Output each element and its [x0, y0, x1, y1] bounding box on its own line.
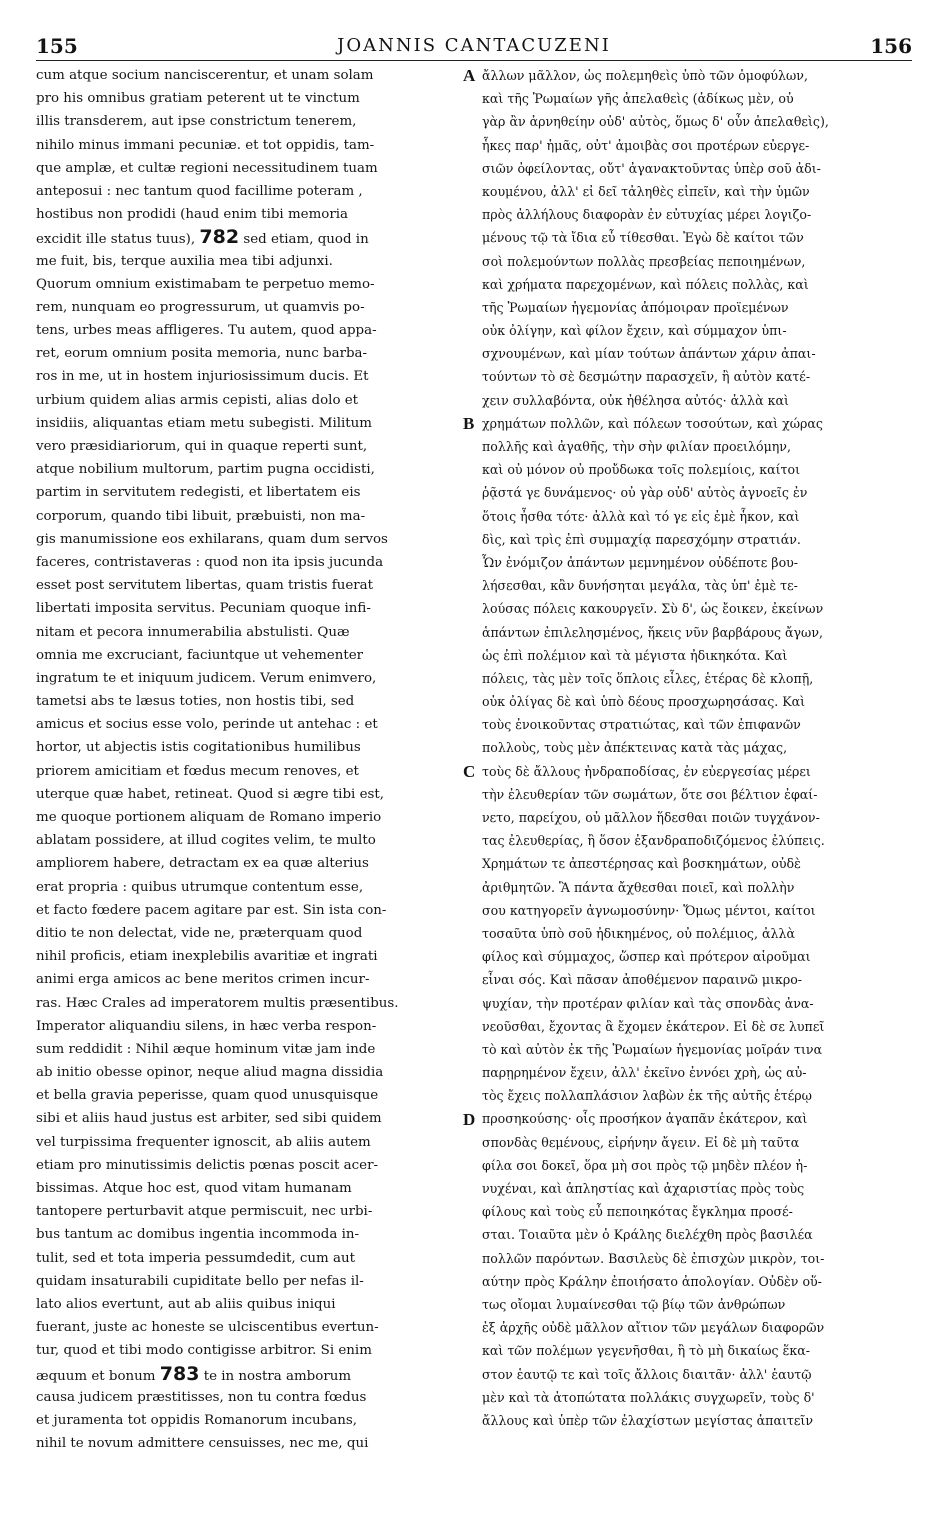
latin-line: ingratum te et iniquum judicem. Verum enimvero,: [36, 670, 377, 686]
latin-line: ros in me, ut in hostem injuriosissimum ducis. Et: [36, 369, 369, 385]
greek-line: ψυχίαν, τὴν προτέραν φιλίαν καὶ τὰς σπονδὰς ἀνα-: [482, 995, 814, 1011]
greek-line: τῆς Ῥωμαίων ἡγεμονίας ἀπόμοιραν προϊεμένων: [482, 299, 789, 315]
greek-line: ἄλλους καὶ ὑπὲρ τῶν ἐλαχίστων μεγίστας ἀπαιτεῖν: [482, 1412, 813, 1428]
greek-line: σπονδὰς θεμένους, εἰρήνην ἄγειν. Εἰ δὲ μὴ ταῦτα: [482, 1134, 800, 1150]
greek-line: τοὺς ἐνοικοῦντας στρατιώτας, καὶ τῶν ἐπιφανῶν: [482, 717, 801, 733]
latin-line: [36, 1363, 470, 1386]
greek-line: τὸ καὶ αὐτὸν ἐκ τῆς Ῥωμαίων ἡγεμονίας μοῖράν τινα: [482, 1041, 823, 1057]
greek-line: ῥᾷστά γε δυνάμενος· οὐ γὰρ οὐδ' αὐτὸς ἀγνοεῖς ἐν: [482, 485, 808, 501]
latin-line: nihil proficis, etiam inexplebilis avaritiæ et ingrati: [36, 949, 378, 965]
latin-line-text: te in nostra amborum: [199, 1368, 352, 1384]
greek-line: Ὧν ἐνόμιζον ἁπάντων μεμνημένον οὐδέποτε βου-: [482, 554, 799, 570]
latin-line: urbium quidem alias armis cepisti, alias dolo et: [36, 392, 359, 408]
latin-line-text: sed etiam, quod in: [239, 232, 369, 248]
latin-line: tantopere perturbavit atque permiscuit, nec urbi-: [36, 1204, 373, 1220]
greek-line: εἶναι σός. Καὶ πᾶσαν ἀποθέμενον παραινῶ μικρο-: [482, 972, 803, 988]
latin-line: nihilo minus immani pecuniæ. et tot oppidis, tam-: [36, 137, 375, 153]
latin-line: fuerant, juste ac honeste se ulciscentibus evertun-: [36, 1320, 379, 1336]
latin-line: erat propria : quibus utrumque contentum esse,: [36, 879, 364, 895]
latin-line: Quorum omnium existimabam te perpetuo memo-: [36, 276, 375, 292]
latin-line: ret, eorum omnium posita memoria, nunc barba-: [36, 346, 368, 362]
left-page-number: 155: [36, 34, 78, 58]
greek-line: σιῶν ὀφείλοντας, οὔτ' ἀγανακτοῦντας ὑπὲρ σοῦ ἀδι-: [482, 160, 821, 176]
latin-line: animi erga amicos ac bene meritos crimen incur-: [36, 972, 370, 988]
greek-line: τας ἐλευθερίας, ἢ ὅσον ἐξανδραποδιζόμενος ἐλύπεις.: [482, 833, 825, 849]
greek-line: νετο, παρείχου, οὐ μᾶλλον ἥδεσθαι ποιῶν τυγχάνον-: [482, 810, 820, 825]
latin-line: insidiis, aliquantas etiam metu subegisti. Militum: [36, 415, 372, 431]
latin-line: pro his omnibus gratiam peterent ut te vinctum: [36, 91, 360, 107]
greek-line: οὐκ ὀλίγην, καὶ φίλον ἔχειν, καὶ σύμμαχον ὑπι-: [482, 323, 787, 339]
greek-line: καὶ οὐ μόνον οὐ προὔδωκα τοῖς πολεμίοις, καίτοι: [482, 462, 801, 478]
latin-line: cum atque socium nanciscerentur, et unam solam: [36, 68, 374, 83]
latin-line: partim in servitutem redegisti, et libertatem eis: [36, 485, 361, 501]
greek-line: τως οἴομαι λυμαίνεσθαι τῷ βίῳ τῶν ἀνθρώπων: [482, 1296, 786, 1312]
latin-line: nihil te novum admittere censuisses, nec me, qui: [36, 1436, 369, 1452]
latin-line: priorem amicitiam et fœdus mecum renoves, et: [36, 763, 359, 779]
latin-line: esset post servitutem libertas, quam tristis fuerat: [36, 578, 374, 594]
greek-line: λούσας πόλεις κακουργεῖν. Σὺ δ', ὡς ἔοικεν, ἐκείνων: [482, 601, 824, 617]
greek-line: σχνουμένων, καὶ μίαν τούτων ἁπάντων χάριν ἀπαι-: [482, 346, 816, 362]
greek-line: αύτην πρὸς Κράλην ἐποιήσατο ἀπολογίαν. Οὐδὲν οὕ-: [482, 1273, 822, 1289]
latin-line: etiam pro minutissimis delictis pœnas poscit acer-: [36, 1157, 379, 1173]
right-page-number: 156: [870, 34, 912, 58]
latin-line: causa judicem præstitisses, non tu contra fœdus: [36, 1389, 367, 1405]
latin-line: ras. Hæc Crales ad imperatorem multis præsentibus.: [36, 995, 399, 1011]
latin-line: que amplæ, et cultæ regioni necessitudinem tuam: [36, 160, 378, 176]
greek-line: κουμένου, ἀλλ' εἰ δεῖ τἀληθὲς εἰπεῖν, καὶ τὴν ὑμῶν: [482, 183, 810, 199]
latin-line: omnia me excruciant, faciuntque ut vehementer: [36, 647, 364, 663]
latin-line: tametsi abs te læsus toties, non hostis tibi, sed: [36, 694, 355, 710]
latin-line: sum reddidit : Nihil æque hominum vitæ jam inde: [36, 1041, 376, 1057]
column-reference-number: 782: [199, 226, 240, 249]
greek-line: ἧκες παρ' ἡμᾶς, οὐτ' ἀμοιβὰς σοι προτέρων εὐεργε-: [482, 137, 810, 153]
greek-line: νυχέναι, καὶ ἀπληστίας καὶ ἀχαριστίας πρὸς τοὺς: [482, 1181, 805, 1196]
latin-line: hortor, ut abjectis istis cogitationibus humilibus: [36, 740, 361, 756]
latin-line: vel turpissima frequenter ignoscit, ab aliis autem: [36, 1134, 371, 1150]
latin-line: Imperator aliquandiu silens, in hæc verba respon-: [36, 1018, 377, 1034]
margin-letter-c: C: [463, 762, 476, 781]
running-title: JOANNIS CANTACUZENI: [337, 35, 611, 56]
greek-line: λήσεσθαι, κἂν δυνήσηται μεγάλα, τὰς ὑπ' ἐμὲ τε-: [482, 578, 798, 594]
greek-line: καὶ χρήματα παρεχομένων, καὶ πόλεις πολλὰς, καὶ: [482, 276, 809, 292]
latin-line: bissimas. Atque hoc est, quod vitam humanam: [36, 1181, 352, 1196]
latin-line: atque nobilium multorum, partim pugna occidisti,: [36, 462, 375, 478]
greek-line: σται. Τοιαῦτα μὲν ὁ Κράλης διελέχθη πρὸς βασιλέα: [482, 1227, 813, 1243]
latin-line: ampliorem habere, detractam ex ea quæ alterius: [36, 856, 369, 872]
latin-line: sibi et aliis haud justus est arbiter, sed sibi quidem: [36, 1111, 382, 1127]
latin-line: gis manumissione eos exhilarans, quam dum servos: [36, 531, 388, 547]
greek-line: καὶ τῶν πολέμων γεγενῆσθαι, ἢ τὸ μὴ δικαίως ἕκα-: [482, 1343, 811, 1359]
latin-line: hostibus non prodidi (haud enim tibi memoria: [36, 207, 349, 223]
greek-line: τὸς ἔχεις πολλαπλάσιον λαβὼν ἐκ τῆς αὐτῆς ἑτέρῳ: [482, 1088, 812, 1104]
greek-line: τὴν ἐλευθερίαν τῶν σωμάτων, ὅτε σοι βέλτιον ἐφαί-: [482, 786, 818, 802]
greek-line: φίλος καὶ σύμμαχος, ὥσπερ καὶ πρότερον αἱροῦμαι: [482, 949, 811, 965]
greek-line: χρημάτων πολλῶν, καὶ πόλεων τοσούτων, καὶ χώρας: [482, 415, 823, 431]
latin-line: illis transderem, aut ipse constrictum tenerem,: [36, 114, 357, 130]
greek-line: σου κατηγορεῖν ἀγνωμοσύνην· Ὅμως μέντοι, καίτοι: [482, 902, 816, 918]
greek-line: Χρημάτων τε ἀπεστέρησας καὶ βοσκημάτων, οὐδὲ: [482, 856, 801, 872]
latin-line: ditio te non delectat, vide ne, præterquam quod: [36, 925, 363, 941]
greek-line: πρὸς ἀλλήλους διαφορὰν ἐν εὐτυχίας μέρει λογιζο-: [482, 207, 812, 223]
greek-line: τοσαῦτα ὑπὸ σοῦ ἠδικημένος, οὐ πολέμιος, ἀλλὰ: [482, 925, 795, 941]
greek-line: γὰρ ἂν ἀρνηθείην οὐδ' αὐτὸς, ὅμως δ' οὖν ἀπελαθεὶς),: [482, 114, 829, 130]
latin-line: lato alios evertunt, aut ab aliis quibus iniqui: [36, 1296, 336, 1312]
latin-line: quidam insaturabili cupiditate bello per nefas il-: [36, 1273, 364, 1289]
latin-line-text: æquum et bonum: [36, 1368, 160, 1384]
margin-letter-b: B: [463, 414, 475, 433]
latin-line: me quoque portionem aliquam de Romano imperio: [36, 810, 382, 825]
greek-line: φίλα σοι δοκεῖ, ὅρα μὴ σοι πρὸς τῷ μηδὲν πλέον ἠ-: [482, 1157, 808, 1173]
latin-line: et bella gravia peperisse, quam quod unusquisque: [36, 1088, 379, 1104]
greek-line: μένους τῷ τὰ ἴδια εὖ τίθεσθαι. Ἐγὼ δὲ καίτοι τῶν: [482, 230, 804, 246]
greek-line: στον ἑαυτῷ τε καὶ τοῖς ἄλλοις διαιτᾶν· ἀλλ' ἑαυτῷ: [482, 1366, 812, 1382]
greek-line: πολλῶν παρόντων. Βασιλεὺς δὲ ἐπισχὼν μικρὸν, τοι-: [482, 1250, 825, 1266]
greek-column: [482, 64, 912, 1432]
latin-line-text: excidit ille status tuus),: [36, 232, 200, 248]
greek-line: νεοῦσθαι, ἔχοντας ἃ ἔχομεν ἑκάτερον. Εἰ δὲ σε λυπεῖ: [482, 1018, 825, 1034]
greek-line: πολλοὺς, τοὺς μὲν ἀπέκτεινας κατὰ τὰς μάχας,: [482, 740, 788, 756]
latin-line: ablatam possidere, at illud cogites velim, te multo: [36, 833, 376, 849]
latin-line: libertati imposita servitus. Pecuniam quoque infi-: [36, 601, 371, 617]
latin-line: vero præsidiariorum, qui in quaque reperti sunt,: [36, 439, 368, 454]
greek-line: μὲν καὶ τὰ ἀτοπώτατα πολλάκις συγχωρεῖν, τοὺς δ': [482, 1389, 815, 1405]
column-reference-number: 783: [159, 1362, 200, 1385]
latin-line: bus tantum ac domibus ingentia incommoda in-: [36, 1227, 360, 1243]
latin-line: corporum, quando tibi libuit, præbuisti, non ma-: [36, 508, 366, 524]
latin-line: faceres, contristaveras : quod non ita ipsis jucunda: [36, 554, 384, 570]
margin-letter-a: A: [463, 66, 476, 85]
latin-line: rem, nunquam eo progressurum, ut quamvis po-: [36, 299, 365, 315]
latin-line: [36, 226, 470, 249]
greek-line: τοὺς δὲ ἄλλους ἠνδραποδίσας, ἐν εὐεργεσίας μέρει: [482, 763, 811, 779]
margin-letter-d: D: [463, 1110, 476, 1129]
latin-line: anteposui : nec tantum quod facillime poteram ,: [36, 183, 363, 199]
greek-line: χειν συλλαβόντα, οὐκ ἠθέλησα αὐτός· ἀλλὰ καὶ: [482, 392, 789, 408]
greek-line: οὐκ ὀλίγας δὲ καὶ ὑπὸ δέους προσχωρησάσας. Καὶ: [482, 694, 806, 710]
latin-line: tur, quod et tibi modo contigisse arbitror. Si enim: [36, 1343, 372, 1359]
latin-line: amicus et socius esse volo, perinde ut antehac : et: [36, 717, 378, 733]
greek-line: προσηκούσης· οἷς προσήκον ἀγαπᾶν ἑκάτερον, καὶ: [482, 1111, 808, 1127]
greek-line: δὶς, καὶ τρὶς ἐπὶ συμμαχίᾳ παρεσχόμην στρατιάν.: [482, 531, 801, 547]
latin-line: et facto fœdere pacem agitare par est. Sin ista con-: [36, 902, 387, 918]
greek-line: πόλεις, τὰς μὲν τοῖς ὅπλοις εἷλες, ἑτέρας δὲ κλοπῇ,: [482, 670, 814, 686]
greek-line: σοὶ πολεμούντων πολλὰς πρεσβείας πεποιημένων,: [482, 253, 806, 269]
greek-line: ὡς ἐπὶ πολέμιον καὶ τὰ μέγιστα ἠδικηκότα. Καὶ: [482, 647, 788, 663]
latin-line: uterque quæ habet, retineat. Quod si ægre tibi est,: [36, 786, 385, 802]
greek-line: πολλῆς καὶ ἀγαθῆς, τὴν σὴν φιλίαν προειλόμην,: [482, 439, 791, 454]
greek-line: καὶ τῆς Ῥωμαίων γῆς ἀπελαθεὶς (ἀδίκως μὲν, οὐ: [482, 91, 794, 107]
greek-line: παρῃρημένον ἔχειν, ἀλλ' ἐκεῖνο ἐννόει χρὴ, ὡς αὐ-: [482, 1065, 807, 1081]
greek-line: ἄλλων μᾶλλον, ὡς πολεμηθεὶς ὑπὸ τῶν ὁμοφύλων,: [482, 68, 808, 83]
latin-line: tens, urbes meas affligeres. Tu autem, quod appa-: [36, 323, 377, 339]
greek-line: ἐξ ἀρχῆς οὐδὲ μᾶλλον αἴτιον τῶν μεγάλων διαφορῶν: [482, 1320, 825, 1336]
greek-line: φίλους καὶ τοὺς εὖ πεποιηκότας ἔγκλημα προσέ-: [482, 1204, 793, 1220]
latin-column: [36, 64, 470, 1455]
latin-line: ab initio obesse opinor, neque aliud magna dissidia: [36, 1065, 384, 1081]
latin-line: tulit, sed et tota imperia pessumdedit, cum aut: [36, 1250, 355, 1266]
greek-line: τούντων τὸ σὲ δεσμώτην παρασχεῖν, ἢ αὐτὸν κατέ-: [482, 369, 811, 385]
greek-line: ὅτοις ἦσθα τότε· ἀλλὰ καὶ τό γε εἰς ἐμὲ ἧκον, καὶ: [482, 508, 800, 524]
page-header: [36, 34, 912, 61]
latin-line: me fuit, bis, terque auxilia mea tibi adjunxi.: [36, 253, 333, 269]
greek-line: ἁπάντων ἐπιλελησμένος, ἥκεις νῦν βαρβάρους ἄγων,: [482, 624, 823, 640]
greek-line: ἀριθμητῶν. Ἃ πάντα ἄχθεσθαι ποιεῖ, καὶ πολλὴν: [482, 879, 795, 895]
latin-line: nitam et pecora innumerabilia abstulisti. Quæ: [36, 624, 350, 640]
latin-line: et juramenta tot oppidis Romanorum incubans,: [36, 1412, 357, 1428]
